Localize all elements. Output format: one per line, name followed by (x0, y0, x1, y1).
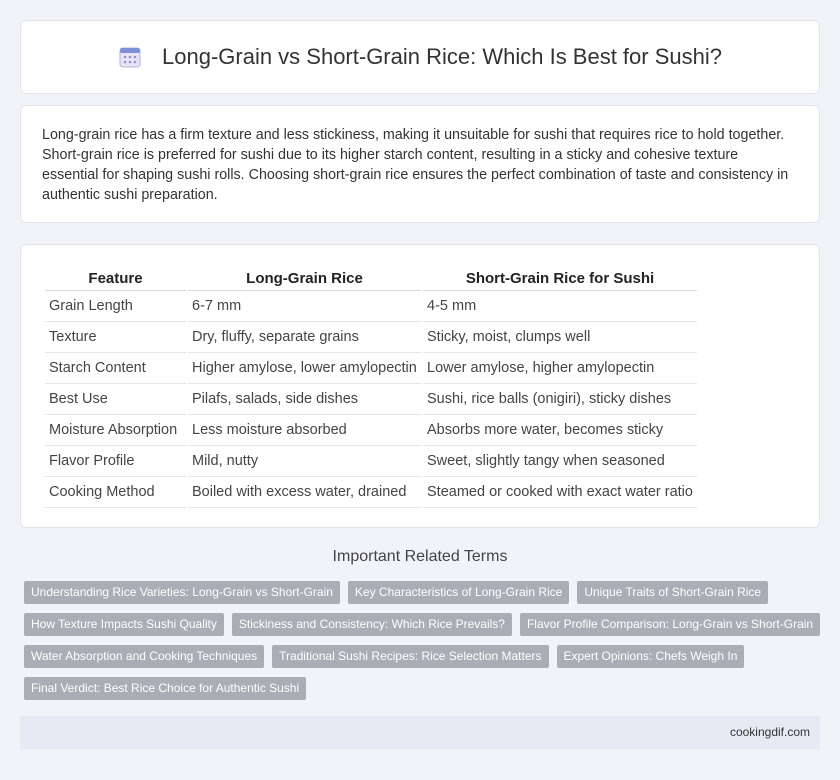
header-long-grain: Long-Grain Rice (188, 265, 421, 291)
long-grain-cell: 6-7 mm (188, 291, 421, 322)
related-tag-link[interactable]: Stickiness and Consistency: Which Rice Prevails? (232, 613, 512, 636)
long-grain-cell: Mild, nutty (188, 446, 421, 477)
calendar-icon (118, 45, 142, 69)
intro-paragraph: Long-grain rice has a firm texture and less stickiness, making it unsuitable for sushi that requires rice to hold together. Short-grain rice is preferred for sushi due to its higher starch content, resulting in a sticky and cohesive texture essential for shaping sushi rolls. Choosing short-grain rice ensures the perfect combination of taste and consistency in authentic sushi preparation. (42, 127, 789, 203)
feature-cell: Grain Length (45, 291, 186, 322)
short-grain-cell: Sushi, rice balls (onigiri), sticky dishes (423, 384, 697, 415)
table-row (45, 353, 697, 384)
related-tag-link[interactable]: Key Characteristics of Long-Grain Rice (348, 581, 569, 604)
header-short-grain: Short-Grain Rice for Sushi (423, 265, 697, 291)
footer-site-link[interactable]: cookingdif.com (729, 725, 810, 739)
related-tag-link[interactable]: Water Absorption and Cooking Techniques (24, 645, 264, 668)
related-tag-link[interactable]: Flavor Profile Comparison: Long-Grain vs Short-Grain (520, 613, 820, 636)
page-title: Long-Grain vs Short-Grain Rice: Which Is Best for Sushi? (162, 44, 722, 69)
short-grain-cell: 4-5 mm (423, 291, 697, 322)
table-row (45, 291, 697, 322)
feature-cell: Flavor Profile (45, 446, 186, 477)
related-terms-heading: Important Related Terms (332, 548, 508, 565)
feature-cell: Moisture Absorption (45, 415, 186, 446)
long-grain-cell: Higher amylose, lower amylopectin (188, 353, 421, 384)
table-row (45, 384, 697, 415)
table-row (45, 477, 697, 508)
comparison-table (43, 265, 699, 508)
footer (20, 716, 820, 749)
related-tag-link[interactable]: Understanding Rice Varieties: Long-Grain vs Short-Grain (24, 581, 340, 604)
feature-cell: Best Use (45, 384, 186, 415)
related-tag-link[interactable]: Expert Opinions: Chefs Weigh In (557, 645, 745, 668)
related-tag-link[interactable]: Final Verdict: Best Rice Choice for Authentic Sushi (24, 677, 306, 700)
table-row (45, 322, 697, 353)
short-grain-cell: Lower amylose, higher amylopectin (423, 353, 697, 384)
feature-cell: Starch Content (45, 353, 186, 384)
long-grain-cell: Pilafs, salads, side dishes (188, 384, 421, 415)
short-grain-cell: Sweet, slightly tangy when seasoned (423, 446, 697, 477)
table-row (45, 446, 697, 477)
long-grain-cell: Boiled with excess water, drained (188, 477, 421, 508)
feature-cell: Texture (45, 322, 186, 353)
related-tag-link[interactable]: Traditional Sushi Recipes: Rice Selection Matters (272, 645, 548, 668)
intro-card (20, 105, 820, 223)
related-tag-link[interactable]: Unique Traits of Short-Grain Rice (577, 581, 768, 604)
table-header-row (45, 265, 697, 291)
feature-cell: Cooking Method (45, 477, 186, 508)
short-grain-cell: Steamed or cooked with exact water ratio (423, 477, 697, 508)
related-tags (24, 581, 824, 700)
long-grain-cell: Dry, fluffy, separate grains (188, 322, 421, 353)
short-grain-cell: Sticky, moist, clumps well (423, 322, 697, 353)
header-feature: Feature (45, 265, 186, 291)
long-grain-cell: Less moisture absorbed (188, 415, 421, 446)
table-row (45, 415, 697, 446)
comparison-card (20, 244, 820, 528)
related-tag-link[interactable]: How Texture Impacts Sushi Quality (24, 613, 224, 636)
title-card (20, 20, 820, 94)
short-grain-cell: Absorbs more water, becomes sticky (423, 415, 697, 446)
